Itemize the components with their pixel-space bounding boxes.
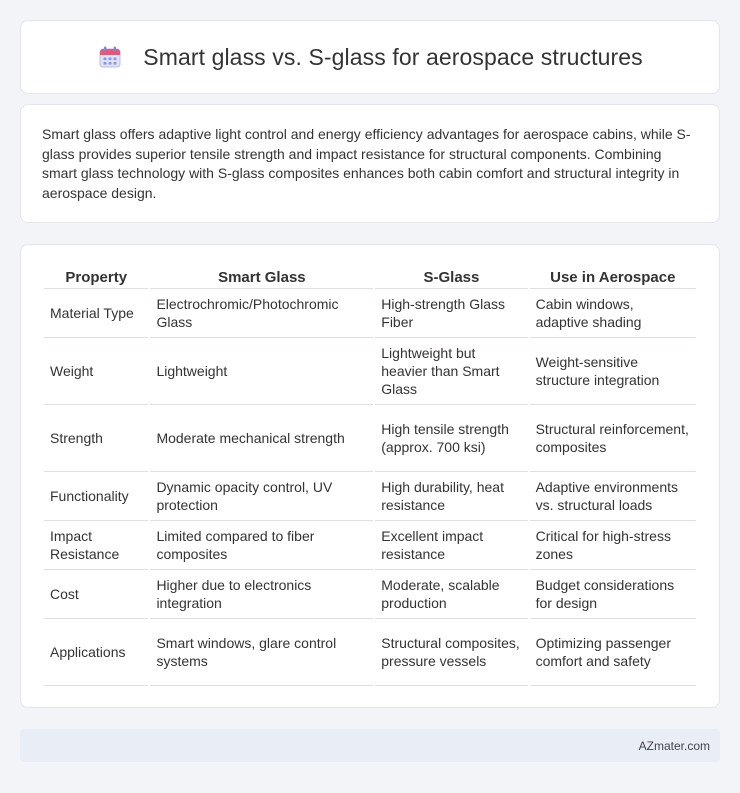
table-cell: Applications (44, 619, 148, 686)
table-cell: Smart windows, glare control systems (150, 619, 373, 686)
table-cell: Lightweight but heavier than Smart Glass (375, 338, 527, 405)
table-cell: Strength (44, 405, 148, 472)
column-header: Property (44, 265, 148, 289)
table-cell: High-strength Glass Fiber (375, 289, 527, 338)
table-cell: Dynamic opacity control, UV protection (150, 472, 373, 521)
table-row (44, 472, 696, 521)
table-cell: Moderate, scalable production (375, 570, 527, 619)
table-cell: Functionality (44, 472, 148, 521)
table-cell: Excellent impact resistance (375, 521, 527, 570)
table-cell: Adaptive environments vs. structural loads (530, 472, 696, 521)
footer (20, 729, 720, 762)
title-wrap (97, 44, 642, 71)
table-cell: Limited compared to fiber composites (150, 521, 373, 570)
table-cell: Moderate mechanical strength (150, 405, 373, 472)
summary-text: Smart glass offers adaptive light control and energy efficiency advantages for aerospace cabins, while S-glass provides superior tensile strength and impact resistance for structural components. Combining smart glass technology with S-glass composites enhances both cabin comfort and structural integrity in aerospace design. (42, 126, 691, 201)
page-title: Smart glass vs. S-glass for aerospace structures (143, 43, 643, 70)
table-cell: Structural composites, pressure vessels (375, 619, 527, 686)
table-cell: Weight (44, 338, 148, 405)
table-cell: High tensile strength (approx. 700 ksi) (375, 405, 527, 472)
table-cell: Impact Resistance (44, 521, 148, 570)
summary-card (20, 104, 720, 223)
footer-site-name: AZmater.com (638, 738, 710, 753)
table-row (44, 405, 696, 472)
table-cell: Material Type (44, 289, 148, 338)
table-cell: Higher due to electronics integration (150, 570, 373, 619)
table-cell: Cabin windows, adaptive shading (530, 289, 696, 338)
table-header-row (44, 265, 696, 289)
comparison-table-card (20, 244, 720, 708)
column-header: S-Glass (375, 265, 527, 289)
table-cell: Lightweight (150, 338, 373, 405)
calendar-icon (97, 44, 123, 70)
table-cell: High durability, heat resistance (375, 472, 527, 521)
table-cell: Electrochromic/Photochromic Glass (150, 289, 373, 338)
table-row (44, 521, 696, 570)
table-cell: Structural reinforcement, composites (530, 405, 696, 472)
table-row (44, 338, 696, 405)
column-header: Smart Glass (150, 265, 373, 289)
table-row (44, 289, 696, 338)
table-cell: Cost (44, 570, 148, 619)
table-cell: Weight-sensitive structure integration (530, 338, 696, 405)
header-card (20, 20, 720, 94)
table-row (44, 619, 696, 686)
table-cell: Critical for high-stress zones (530, 521, 696, 570)
table-cell: Budget considerations for design (530, 570, 696, 619)
table-row (44, 570, 696, 619)
table-cell: Optimizing passenger comfort and safety (530, 619, 696, 686)
comparison-table (42, 265, 698, 686)
column-header: Use in Aerospace (530, 265, 696, 289)
